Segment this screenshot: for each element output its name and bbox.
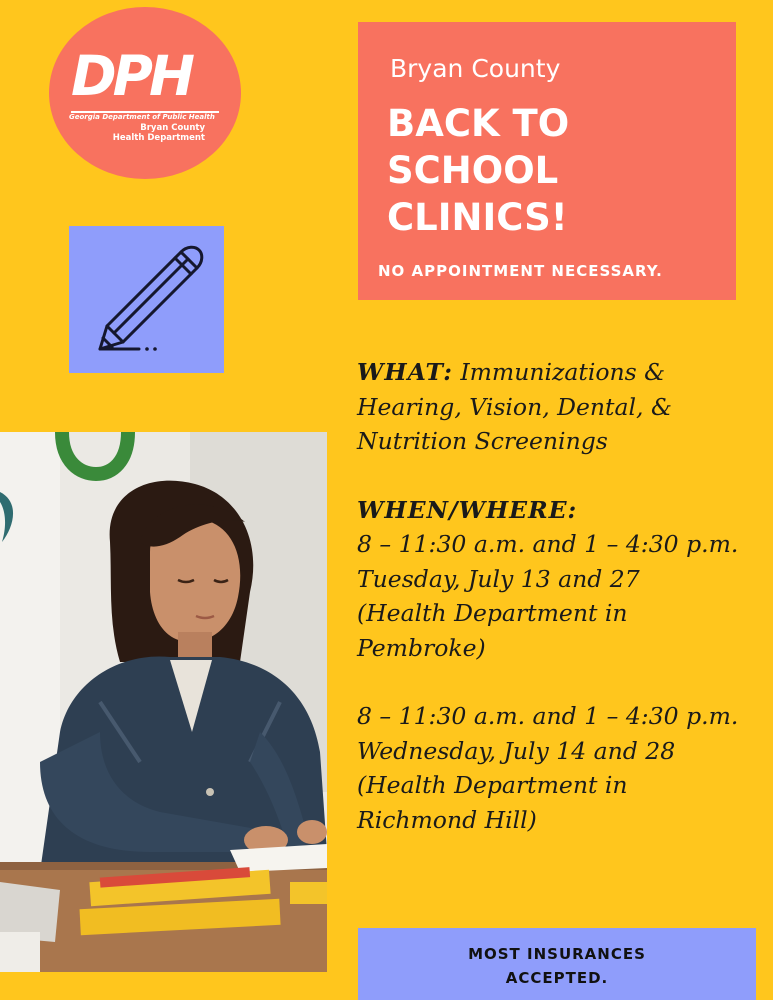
session-line: (Health Department in bbox=[357, 599, 628, 627]
clinic-info bbox=[357, 355, 769, 871]
what-label: WHAT: bbox=[357, 358, 453, 386]
logo-mark: DPH bbox=[71, 44, 191, 108]
no-appointment-note: NO APPOINTMENT NECESSARY. bbox=[378, 262, 663, 280]
logo-agency: Georgia Department of Public Health bbox=[69, 113, 215, 121]
session-line: 8 – 11:30 a.m. and 1 – 4:30 p.m. bbox=[357, 530, 739, 558]
insurance-line: MOST INSURANCES bbox=[468, 945, 646, 963]
logo-department-line2: Health Department bbox=[112, 133, 205, 144]
what-line: Hearing, Vision, Dental, & bbox=[357, 392, 672, 421]
session-line: 8 – 11:30 a.m. and 1 – 4:30 p.m. bbox=[357, 702, 739, 730]
insurance-line: ACCEPTED. bbox=[505, 969, 609, 987]
logo-department bbox=[113, 123, 205, 143]
session-line: (Health Department in bbox=[357, 771, 628, 799]
session-line: Wednesday, July 14 and 28 bbox=[357, 736, 676, 765]
pencil-icon-box bbox=[69, 226, 224, 373]
insurance-banner bbox=[358, 928, 756, 1000]
logo-department-line1: Bryan County bbox=[140, 123, 205, 133]
what-text: Immunizations & bbox=[460, 358, 666, 386]
session-line: Pembroke) bbox=[357, 633, 486, 662]
what-line bbox=[357, 355, 769, 390]
headline-line: BACK TO bbox=[387, 102, 570, 145]
child-coloring-photo bbox=[0, 432, 327, 972]
title-banner bbox=[358, 22, 736, 300]
session-wednesday bbox=[357, 699, 769, 837]
session-tuesday bbox=[357, 493, 769, 666]
session-line: Tuesday, July 13 and 27 bbox=[357, 564, 640, 593]
headline-line: CLINICS! bbox=[387, 196, 568, 239]
pencil-icon bbox=[69, 226, 224, 373]
headline-line: SCHOOL bbox=[387, 149, 559, 192]
county-name: Bryan County bbox=[390, 54, 561, 83]
what-line: Nutrition Screenings bbox=[357, 427, 608, 455]
dph-logo bbox=[49, 7, 241, 179]
what-section bbox=[357, 355, 769, 459]
when-label: WHEN/WHERE: bbox=[357, 495, 578, 524]
headline bbox=[387, 100, 727, 241]
session-line: Richmond Hill) bbox=[357, 805, 537, 834]
